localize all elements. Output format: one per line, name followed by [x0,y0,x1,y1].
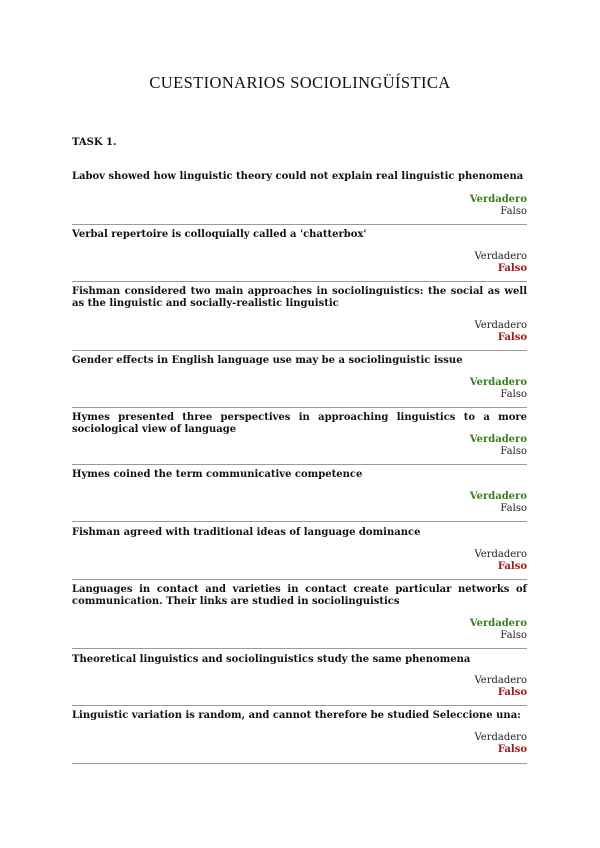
option-verdadero[interactable]: Verdadero [469,618,527,629]
answer-options [475,549,528,573]
question-divider [72,224,527,225]
question-block [72,412,527,457]
option-verdadero[interactable]: Verdadero [469,377,527,388]
answer-options [475,251,528,275]
option-verdadero[interactable]: Verdadero [474,732,527,743]
question-divider [72,350,527,351]
answer-options [470,434,527,458]
question-text: Linguistic variation is random, and cannot therefore be studied Seleccione una: [72,710,521,721]
question-block [72,527,527,572]
question-divider [72,281,527,282]
question-block [72,286,527,343]
page-title: CUESTIONARIOS SOCIOLINGÜÍSTICA [149,73,451,92]
question-divider [72,521,527,522]
question-text: Verbal repertoire is colloquially called a 'chatterbox' [72,229,367,240]
answer-options [470,491,527,515]
question-divider [72,464,527,465]
option-falso[interactable]: Falso [500,503,527,514]
question-divider [72,648,527,649]
option-falso[interactable]: Falso [500,630,527,641]
question-text: Gender effects in English language use may be a sociolinguistic issue [72,355,463,366]
question-block [72,584,527,641]
question-divider [72,705,527,706]
question-block [72,171,527,217]
option-verdadero[interactable]: Verdadero [474,549,527,560]
option-verdadero[interactable]: Verdadero [474,675,527,686]
question-text: Fishman agreed with traditional ideas of language dominance [72,527,421,538]
question-text: Labov showed how linguistic theory could not explain real linguistic phenomena [72,171,524,182]
option-verdadero[interactable]: Verdadero [474,251,527,262]
question-block [72,355,527,400]
answer-options [475,675,528,699]
option-falso[interactable]: Falso [500,206,527,217]
answer-options [470,377,527,401]
option-verdadero[interactable]: Verdadero [474,320,527,331]
question-text: Theoretical linguistics and sociolinguistics study the same phenomena [72,654,471,665]
task-label: TASK 1. [72,137,117,148]
option-verdadero[interactable]: Verdadero [469,491,527,502]
question-divider [72,579,527,580]
question-divider [72,407,527,408]
option-falso[interactable]: Falso [497,561,527,572]
question-block [72,469,527,514]
question-text: Hymes coined the term communicative competence [72,469,363,480]
option-falso[interactable]: Falso [500,389,527,400]
option-falso[interactable]: Falso [497,744,527,755]
question-text: Languages in contact and varieties in contact create particular networks of communication. Their links are studied in sociolinguistics [72,584,527,607]
question-block [72,229,527,274]
option-falso[interactable]: Falso [497,687,527,698]
answer-options [470,194,527,218]
question-divider [72,763,527,764]
option-verdadero[interactable]: Verdadero [469,194,527,205]
answer-options [475,320,528,344]
question-text: Fishman considered two main approaches in sociolinguistics: the social as well as the linguistic and socially-realistic linguistic [72,286,527,309]
answer-options [470,618,527,642]
answer-options [475,732,528,756]
option-verdadero[interactable]: Verdadero [469,434,527,445]
option-falso[interactable]: Falso [497,263,527,274]
option-falso[interactable]: Falso [500,446,527,457]
question-block [72,654,527,698]
option-falso[interactable]: Falso [497,332,527,343]
question-block [72,710,527,755]
question-text: Hymes presented three perspectives in approaching linguistics to a more sociological view of language [72,412,527,435]
